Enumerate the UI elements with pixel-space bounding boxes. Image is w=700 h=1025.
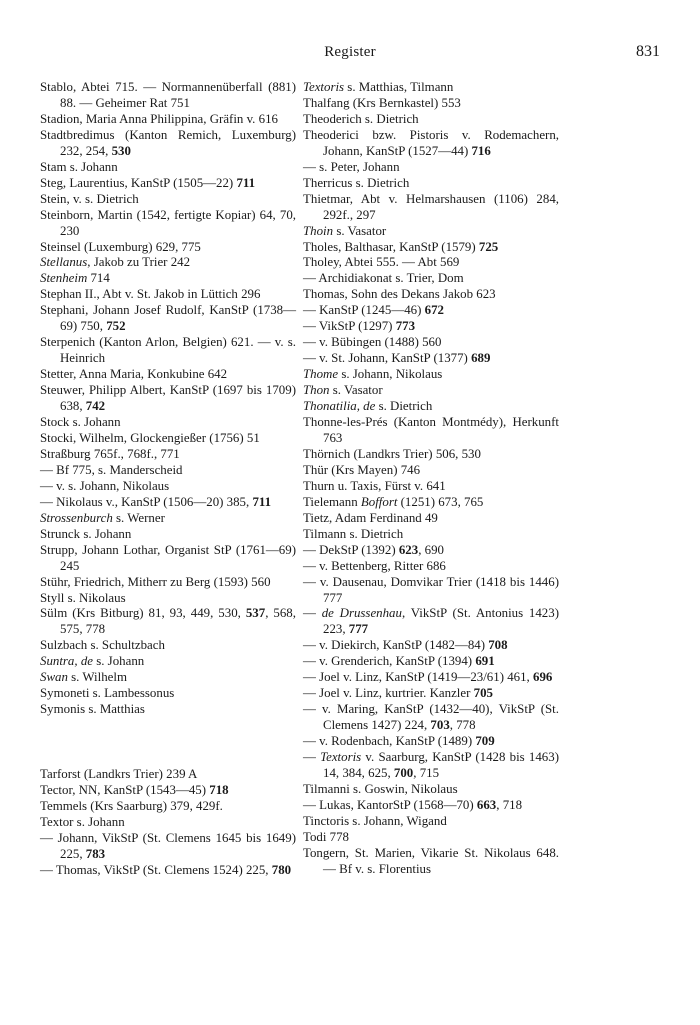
entry-text-italic: Stellanus — [40, 255, 88, 270]
page-number: 831 — [636, 43, 660, 60]
entry-text: , Jakob zu Trier 242 — [87, 255, 191, 270]
entry-text: — v. Bettenberg, Ritter 686 — [303, 558, 446, 573]
index-entry — [40, 606, 296, 638]
entry-text: Stock s. Johann — [40, 415, 121, 430]
index-entry — [303, 798, 559, 814]
entry-text: — v. s. Johann, Nikolaus — [40, 478, 170, 493]
entry-text: Tongern, St. Marien, Vikarie St. Nikolaus 648. — Bf v. s. Florentius — [303, 845, 559, 876]
entry-text: Thonne-les-Prés (Kanton Montmédy), Herkunft 763 — [303, 415, 559, 445]
page-reference-bold: 691 — [475, 654, 495, 669]
index-entry — [40, 271, 296, 287]
index-entry — [40, 240, 296, 256]
index-entry — [40, 527, 296, 543]
index-entry — [303, 399, 559, 415]
entry-text: — v. Diekirch, KanStP (1482—84) — [303, 638, 489, 653]
index-entry — [303, 335, 559, 351]
entry-text: Thörnich (Landkrs Trier) 506, 530 — [303, 446, 481, 461]
entry-text: Stetter, Anna Maria, Konkubine 642 — [40, 367, 228, 382]
index-entry — [303, 192, 559, 224]
index-entry — [303, 606, 559, 638]
entry-text-italic: de Drussenhau — [321, 606, 402, 621]
page-reference-bold: 718 — [209, 783, 229, 798]
entry-text: s. Werner — [112, 510, 165, 525]
index-entry — [303, 319, 559, 335]
index-column-left — [40, 80, 296, 879]
entry-text: 714 — [87, 271, 110, 286]
entry-text: s. Vasator — [329, 383, 383, 398]
index-entry — [303, 240, 559, 256]
entry-text-italic: Swan — [40, 670, 68, 685]
index-entry — [303, 80, 559, 96]
entry-text: Sülm (Krs Bitburg) 81, 93, 449, 530, — [40, 606, 246, 621]
entry-text: Symonis s. Matthias — [40, 702, 145, 717]
page-reference-bold: 725 — [478, 239, 499, 254]
page-reference-bold: 537 — [245, 606, 266, 621]
entry-text: Stein, v. s. Dietrich — [40, 191, 139, 206]
entry-text: , 718 — [496, 797, 523, 812]
entry-text: — s. Peter, Johann — [303, 159, 400, 174]
entry-text-italic: Textoris — [320, 750, 362, 765]
index-entry — [303, 702, 559, 734]
entry-text: , 778 — [449, 718, 476, 733]
index-entry — [303, 575, 559, 607]
entry-text: , 568, 575, 778 — [60, 606, 296, 637]
index-entry — [40, 670, 296, 686]
entry-text: — Bf 775, s. Manderscheid — [40, 462, 183, 477]
entry-text: Stadion, Maria Anna Philippina, Gräfin v. 616 — [40, 111, 278, 126]
index-entry — [40, 287, 296, 303]
index-entry — [303, 383, 559, 399]
index-entry — [303, 351, 559, 367]
entry-text: Stephan II., Abt v. St. Jakob in Lüttich 296 — [40, 287, 261, 302]
index-entry — [40, 208, 296, 240]
entry-text: — KanStP (1245—46) — [303, 303, 425, 318]
index-entry — [303, 782, 559, 798]
entry-text-italic: Stenheim — [40, 271, 88, 286]
index-entry — [303, 543, 559, 559]
index-entry — [40, 415, 296, 431]
page-reference-bold: 711 — [252, 494, 272, 509]
page-reference-bold: 703 — [430, 718, 450, 733]
entry-text: — Lukas, KantorStP (1568—70) — [303, 797, 477, 812]
index-entry — [303, 638, 559, 654]
entry-text: Todi 778 — [303, 829, 350, 844]
entry-text: — VikStP (1297) — [303, 319, 396, 334]
index-entry — [303, 367, 559, 383]
entry-text: Steuwer, Philipp Albert, KanStP (1697 bis 1709) 638, — [40, 383, 296, 414]
entry-text: Thomas, Sohn des Dekans Jakob 623 — [303, 287, 496, 302]
index-entry — [303, 846, 559, 878]
entry-text: Textor s. Johann — [40, 814, 125, 829]
page-reference-bold: 711 — [236, 175, 256, 190]
entry-text: Stadtbredimus (Kanton Remich, Luxemburg) 232, 254, — [40, 127, 296, 158]
index-entry — [40, 112, 296, 128]
entry-text: — Thomas, VikStP (St. Clemens 1524) 225, — [40, 862, 272, 877]
entry-text: Strupp, Johann Lothar, Organist StP (1761—69) 245 — [40, 542, 296, 573]
index-entry — [40, 335, 296, 367]
page-reference-bold: 709 — [475, 734, 495, 749]
entry-text: Steg, Laurentius, KanStP (1505—22) — [40, 175, 237, 190]
index-column-right — [303, 80, 559, 878]
index-entry — [303, 271, 559, 287]
entry-text: Tholes, Balthasar, KanStP (1579) — [303, 239, 479, 254]
index-entry — [303, 415, 559, 447]
entry-text: — Joel v. Linz, kurtrier. Kanzler — [303, 686, 474, 701]
index-entry — [303, 160, 559, 176]
page-reference-bold: 773 — [395, 319, 416, 334]
index-entry — [40, 543, 296, 575]
entry-text: Symoneti s. Lambessonus — [40, 686, 175, 701]
entry-text: — Archidiakonat s. Trier, Dom — [303, 271, 464, 286]
entry-text: Therricus s. Dietrich — [303, 175, 410, 190]
entry-text: Stam s. Johann — [40, 159, 118, 174]
entry-text: Stephani, Johann Josef Rudolf, KanStP (1738—69) 750, — [40, 303, 296, 334]
page-header — [40, 44, 660, 66]
entry-text: — Johann, VikStP (St. Clemens 1645 bis 1649) 225, — [40, 830, 296, 861]
page-reference-bold: 689 — [471, 351, 491, 366]
index-entry — [40, 863, 296, 879]
index-entry — [40, 654, 296, 670]
index-entry — [40, 638, 296, 654]
index-entry — [303, 814, 559, 830]
entry-text: , 690 — [418, 542, 444, 557]
page-reference-bold: 777 — [348, 622, 369, 637]
index-entry — [303, 670, 559, 686]
entry-text: — v. St. Johann, KanStP (1377) — [303, 351, 472, 366]
entry-text: s. Dietrich — [375, 399, 433, 414]
entry-text-italic: Thonatilia, de — [303, 399, 376, 414]
entry-text: Thür (Krs Mayen) 746 — [303, 462, 421, 477]
index-entry — [40, 511, 296, 527]
entry-text: Tilmanni s. Goswin, Nikolaus — [303, 781, 458, 796]
index-entry — [40, 447, 296, 463]
page-reference-bold: 623 — [398, 542, 419, 557]
entry-text: Tielemann — [303, 494, 361, 509]
entry-text-italic: Strossenburch — [40, 510, 113, 525]
entry-text: Tilmann s. Dietrich — [303, 526, 404, 541]
entry-text-italic: Suntra, de — [40, 654, 93, 669]
index-entry — [40, 479, 296, 495]
entry-text: Tector, NN, KanStP (1543—45) — [40, 783, 210, 798]
entry-text: Steinborn, Martin (1542, fertigte Kopiar) 64, 70, 230 — [40, 207, 296, 238]
index-entry — [40, 192, 296, 208]
entry-text: — v. Maring, KanStP (1432—40), VikStP (St. Clemens 1427) 224, — [303, 702, 559, 733]
entry-text: s. Wilhelm — [67, 670, 127, 685]
entry-text: s. Matthias, Tilmann — [344, 80, 454, 94]
entry-text: Styll s. Nikolaus — [40, 590, 126, 605]
index-entry — [40, 431, 296, 447]
index-entry — [303, 750, 559, 782]
page-reference-bold: 696 — [533, 670, 553, 685]
index-entry — [40, 383, 296, 415]
entry-text: Tarforst (Landkrs Trier) 239 A — [40, 767, 198, 782]
entry-text: — Joel v. Linz, KanStP (1419—23/61) 461, — [303, 670, 533, 685]
index-entry — [303, 128, 559, 160]
index-entry — [40, 783, 296, 799]
entry-text: Stablo, Abtei 715. — Normannenüberfall (881) 88. — Geheimer Rat 751 — [40, 80, 296, 110]
entry-text-italic: Textoris — [303, 80, 345, 94]
index-entry — [303, 224, 559, 240]
index-entry — [40, 575, 296, 591]
index-entry — [303, 734, 559, 750]
page-reference-bold: 705 — [473, 686, 493, 701]
entry-text: Tholey, Abtei 555. — Abt 569 — [303, 255, 460, 270]
entry-text: — DekStP (1392) — [303, 542, 399, 557]
entry-text: Sulzbach s. Schultzbach — [40, 638, 165, 653]
index-entry — [303, 447, 559, 463]
entry-text: Straßburg 765f., 768f., 771 — [40, 446, 180, 461]
index-entry — [40, 799, 296, 815]
page-reference-bold: 716 — [471, 143, 491, 158]
page-reference-bold: 708 — [488, 638, 508, 653]
index-entry — [303, 96, 559, 112]
page-reference-bold: 783 — [85, 846, 106, 861]
entry-text: Stühr, Friedrich, Mitherr zu Berg (1593) 560 — [40, 574, 271, 589]
page-reference-bold: 742 — [85, 399, 106, 414]
entry-text: Stocki, Wilhelm, Glockengießer (1756) 51 — [40, 430, 260, 445]
index-entry — [303, 112, 559, 128]
index-entry — [303, 559, 559, 575]
entry-text: , 715 — [413, 765, 440, 780]
entry-text: s. Johann, Nikolaus — [338, 367, 443, 382]
index-entry — [303, 255, 559, 271]
page-reference-bold: 530 — [111, 143, 131, 158]
entry-text: Thietmar, Abt v. Helmarshausen (1106) 284, 292f., 297 — [303, 191, 559, 222]
page-reference-bold: 780 — [271, 862, 292, 877]
index-entry — [303, 511, 559, 527]
index-entry — [303, 654, 559, 670]
entry-text: Theoderici bzw. Pistoris v. Rodemachern, Johann, KanStP (1527—44) — [303, 127, 559, 158]
entry-text: (1251) 673, 765 — [397, 494, 484, 509]
index-entry — [303, 686, 559, 702]
entry-text: , VikStP (St. Antonius 1423) 223, — [323, 606, 559, 637]
index-entry — [40, 160, 296, 176]
entry-text: — Nikolaus v., KanStP (1506—20) 385, — [40, 494, 253, 509]
index-entry — [40, 767, 296, 783]
entry-text: v. Saarburg, KanStP (1428 bis 1463) 14, 384, 625, — [323, 750, 559, 780]
index-entry — [40, 831, 296, 863]
index-entry — [303, 303, 559, 319]
entry-text: Tietz, Adam Ferdinand 49 — [303, 510, 438, 525]
entry-text: Thalfang (Krs Bernkastel) 553 — [303, 95, 461, 110]
index-entry — [40, 128, 296, 160]
index-entry — [40, 463, 296, 479]
index-entry — [40, 80, 296, 112]
index-entry — [303, 527, 559, 543]
entry-text: Theoderich s. Dietrich — [303, 111, 419, 126]
entry-text-italic: Thoin — [303, 223, 334, 238]
entry-text: — — [303, 750, 321, 765]
index-entry — [303, 287, 559, 303]
index-entry — [303, 479, 559, 495]
entry-text: — v. Dausenau, Domvikar Trier (1418 bis 1446) 777 — [303, 574, 559, 605]
index-entry — [40, 591, 296, 607]
page-reference-bold: 700 — [393, 765, 414, 780]
index-entry — [303, 830, 559, 846]
page-reference-bold: 752 — [106, 319, 126, 334]
index-entry — [40, 495, 296, 511]
entry-text: Tinctoris s. Johann, Wigand — [303, 813, 447, 828]
running-title: Register — [324, 44, 376, 60]
entry-text: — v. Grenderich, KanStP (1394) — [303, 654, 476, 669]
entry-text: Thurn u. Taxis, Fürst v. 641 — [303, 478, 446, 493]
index-entry — [303, 176, 559, 192]
index-entry — [40, 367, 296, 383]
entry-text: — v. Bübingen (1488) 560 — [303, 335, 442, 350]
index-entry — [303, 463, 559, 479]
page-reference-bold: 672 — [424, 303, 444, 318]
entry-text-italic: Thon — [303, 383, 330, 398]
index-entry — [40, 303, 296, 335]
entry-text: Strunck s. Johann — [40, 526, 132, 541]
entry-text: Temmels (Krs Saarburg) 379, 429f. — [40, 799, 223, 814]
entry-text: — — [303, 606, 322, 621]
entry-text: Steinsel (Luxemburg) 629, 775 — [40, 239, 201, 254]
entry-text-italic: Thome — [303, 367, 339, 382]
index-entry — [40, 815, 296, 831]
index-entry — [303, 495, 559, 511]
entry-text: s. Johann — [93, 654, 145, 669]
page-reference-bold: 663 — [476, 797, 497, 812]
index-entry — [40, 255, 296, 271]
index-entry — [40, 686, 296, 702]
entry-text: Sterpenich (Kanton Arlon, Belgien) 621. — v. s. Heinrich — [40, 335, 296, 366]
entry-text: s. Vasator — [333, 223, 387, 238]
entry-text-italic: Boffort — [360, 494, 398, 509]
index-entry — [40, 702, 296, 718]
entry-text: — v. Rodenbach, KanStP (1489) — [303, 734, 476, 749]
index-entry — [40, 176, 296, 192]
